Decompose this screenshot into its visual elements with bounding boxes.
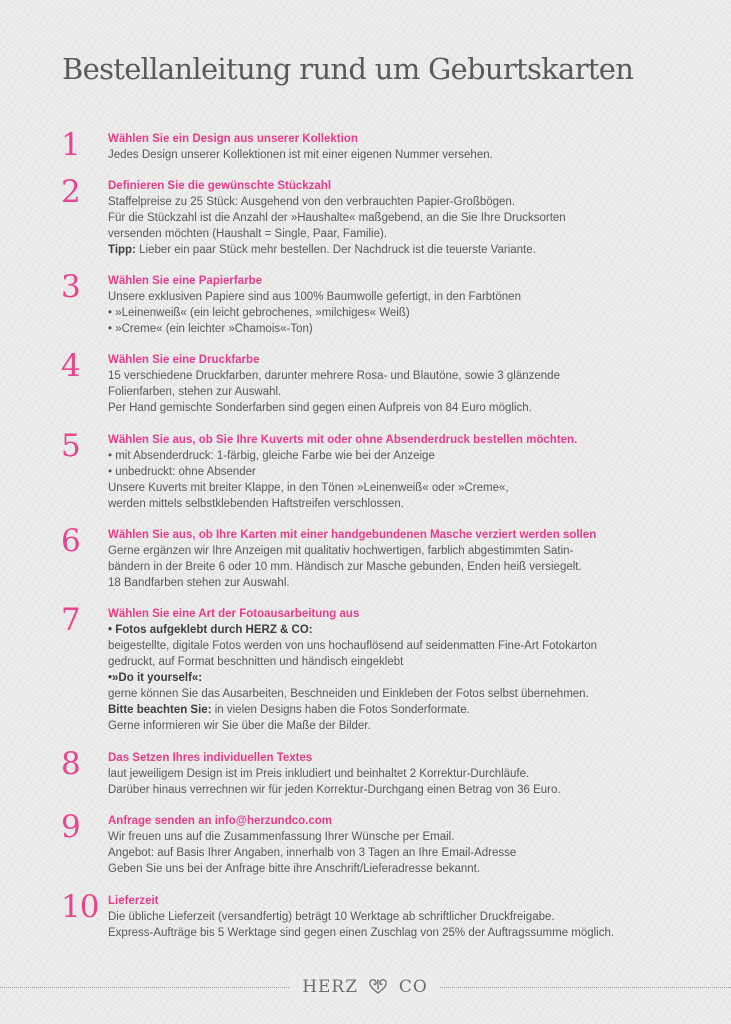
page-title: Bestellanleitung rund um Geburtskarten — [62, 52, 634, 86]
step-heading: Wählen Sie eine Druckfarbe — [108, 354, 260, 366]
step-line: • »Leinenweiß« (ein leicht gebrochenes, »milchiges« Weiß) — [108, 307, 410, 319]
step-line: Unsere exklusiven Papiere sind aus 100% Baumwolle gefertigt, in den Farbtönen — [108, 291, 521, 303]
step-line: Gerne ergänzen wir Ihre Anzeigen mit qualitativ hochwertigen, farblich abgestimmten Satin- — [108, 545, 574, 557]
step-line: • mit Absenderdruck: 1-färbig, gleiche Farbe wie bei der Anzeige — [108, 450, 435, 462]
step-number: 8 — [61, 746, 80, 782]
step-line: Bitte beachten Sie: in vielen Designs haben die Fotos Sonderformate. — [108, 704, 470, 716]
step-line: gedruckt, auf Format beschnitten und händisch eingeklebt — [108, 656, 404, 668]
step-number: 10 — [61, 889, 99, 925]
step-body — [108, 131, 708, 163]
step-line: versenden möchten (Haushalt = Single, Paar, Familie). — [108, 228, 388, 240]
step-number: 2 — [61, 174, 80, 210]
step-body — [108, 432, 708, 512]
step-line: Die übliche Lieferzeit (versandfertig) beträgt 10 Werktage ab schriftlicher Druckfreigabe. — [108, 911, 555, 923]
step-line: Für die Stückzahl ist die Anzahl der »Haushalte« maßgebend, an die Sie Ihre Drucksorten — [108, 212, 566, 224]
step-heading: Wählen Sie aus, ob Ihre Karten mit einer handgebundenen Masche verziert werden sollen — [108, 529, 597, 541]
step-line: Wir freuen uns auf die Zusammenfassung Ihrer Wünsche per Email. — [108, 831, 455, 843]
step-number: 7 — [61, 602, 80, 638]
step-number: 4 — [61, 348, 80, 384]
step-body — [108, 750, 708, 798]
step-number: 9 — [61, 809, 80, 845]
heart-ornament-icon — [367, 977, 389, 995]
step-heading: Wählen Sie eine Papierfarbe — [108, 275, 263, 287]
step-body — [108, 813, 708, 877]
brand-name-right: CO — [398, 977, 428, 997]
step-line: Express-Aufträge bis 5 Werktage sind gegen einen Zuschlag von 25% der Auftragssumme möglich. — [108, 927, 615, 939]
step-number: 6 — [61, 523, 80, 559]
step-line: Darüber hinaus verrechnen wir für jeden Korrektur-Durchgang einen Betrag von 36 Euro. — [108, 784, 561, 796]
step-line: Tipp: Lieber ein paar Stück mehr bestellen. Der Nachdruck ist die teuerste Variante. — [108, 244, 536, 256]
step-line: werden mittels selbstklebenden Haftstreifen verschlossen. — [108, 498, 404, 510]
step-line: •»Do it yourself«: — [108, 672, 203, 684]
step-body — [108, 178, 708, 258]
step-line: Staffelpreise zu 25 Stück: Ausgehend von den verbrauchten Papier-Großbögen. — [108, 196, 516, 208]
step-heading: Lieferzeit — [108, 895, 159, 907]
step-body — [108, 893, 708, 941]
step-line: Folienfarben, stehen zur Auswahl. — [108, 386, 282, 398]
step-line: laut jeweiligem Design ist im Preis inkludiert und beinhaltet 2 Korrektur-Durchläufe. — [108, 768, 530, 780]
step-body — [108, 352, 708, 416]
step-line: Unsere Kuverts mit breiter Klappe, in den Tönen »Leinenweiß« oder »Creme«, — [108, 482, 509, 494]
step-line: Geben Sie uns bei der Anfrage bitte ihre Anschrift/Lieferadresse bekannt. — [108, 863, 481, 875]
step-heading: Wählen Sie eine Art der Fotoausarbeitung aus — [108, 608, 360, 620]
brand-logo — [290, 976, 440, 998]
step-number: 1 — [61, 127, 80, 163]
brand-name-left: HERZ — [302, 977, 359, 997]
step-line: • »Creme« (ein leichter »Chamois«-Ton) — [108, 323, 313, 335]
step-line: 15 verschiedene Druckfarben, darunter mehrere Rosa- und Blautöne, sowie 3 glänzende — [108, 370, 560, 382]
step-line: Gerne informieren wir Sie über die Maße der Bilder. — [108, 720, 371, 732]
step-body — [108, 606, 708, 734]
step-line: • unbedruckt: ohne Absender — [108, 466, 256, 478]
step-body — [108, 273, 708, 337]
step-heading: Wählen Sie ein Design aus unserer Kollektion — [108, 133, 358, 145]
step-number: 5 — [61, 428, 80, 464]
step-number: 3 — [61, 269, 80, 305]
step-line: Per Hand gemischte Sonderfarben sind gegen einen Aufpreis von 84 Euro möglich. — [108, 402, 532, 414]
step-line: bändern in der Breite 6 oder 10 mm. Händisch zur Masche gebunden, Enden heiß versiegelt. — [108, 561, 582, 573]
step-line: Angebot: auf Basis Ihrer Angaben, innerhalb von 3 Tagen an Ihre Email-Adresse — [108, 847, 517, 859]
step-line: 18 Bandfarben stehen zur Auswahl. — [108, 577, 290, 589]
step-heading: Wählen Sie aus, ob Sie Ihre Kuverts mit oder ohne Absenderdruck bestellen möchten. — [108, 434, 578, 446]
step-line: Jedes Design unserer Kollektionen ist mit einer eigenen Nummer versehen. — [108, 149, 493, 161]
step-heading: Das Setzen Ihres individuellen Textes — [108, 752, 313, 764]
step-line: beigestellte, digitale Fotos werden von uns hochauflösend auf seidenmatten Fine-Art Fotokarton — [108, 640, 598, 652]
step-heading: Definieren Sie die gewünschte Stückzahl — [108, 180, 332, 192]
step-line: • Fotos aufgeklebt durch HERZ & CO: — [108, 624, 313, 636]
step-body — [108, 527, 708, 591]
step-heading: Anfrage senden an info@herzundco.com — [108, 815, 332, 827]
step-line: gerne können Sie das Ausarbeiten, Beschneiden und Einkleben der Fotos selbst übernehmen. — [108, 688, 589, 700]
